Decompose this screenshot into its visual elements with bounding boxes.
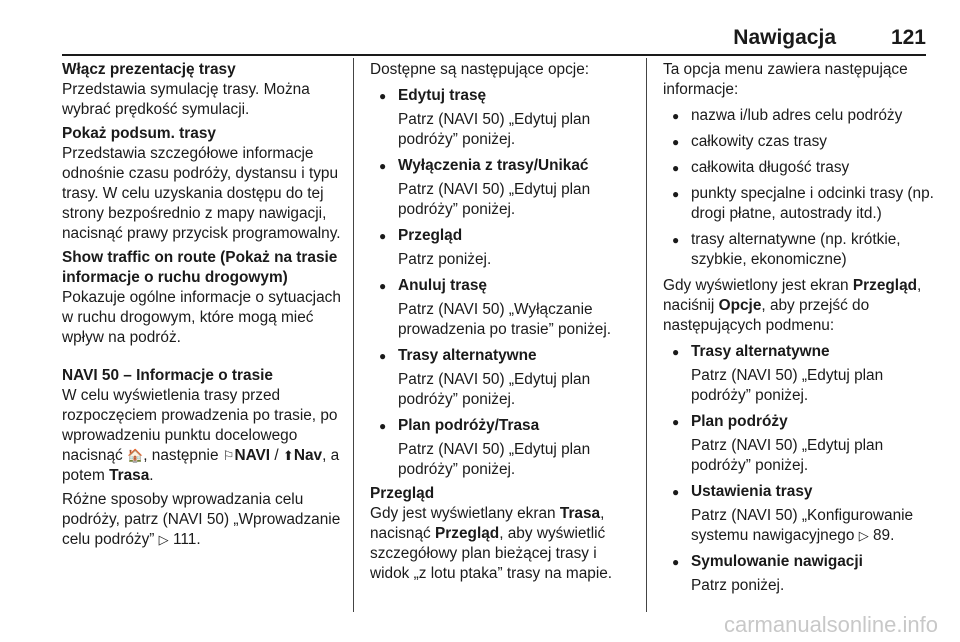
section-title: Pokaż podsum. trasy — [62, 125, 216, 142]
option-description: Patrz poniżej. — [398, 251, 492, 268]
section-body: Różne sposoby wprowadzania celu podróży, patrz (NAVI 50) „Wprowadzanie celu podróży” ▷ 111. — [62, 491, 341, 548]
option-description: Patrz (NAVI 50) „Edytuj plan podróży” poniżej. — [398, 181, 591, 218]
info-intro: Ta opcja menu zawiera następujące informacje: — [663, 61, 908, 98]
section-title: Show traffic on route (Pokaż na trasie informacje o ruchu drogowym) — [62, 249, 338, 286]
page-ref-icon: ▷ — [158, 532, 169, 547]
list-item: ● nazwa i/lub adres celu podróży — [663, 106, 935, 126]
submenu-description: Patrz (NAVI 50) „Edytuj plan podróży” poniżej. — [691, 437, 884, 474]
section-title: NAVI 50 – Informacje o trasie — [62, 367, 273, 384]
submenu-title: ● Symulowanie nawigacji — [663, 552, 935, 572]
section-body: Przedstawia symulację trasy. Można wybrać prędkość symulacji. — [62, 81, 310, 118]
column-right — [663, 60, 935, 596]
option-title: ● Plan podróży/Trasa — [370, 416, 636, 436]
column-middle — [370, 60, 636, 584]
option-description: Patrz (NAVI 50) „Edytuj plan podróży” poniżej. — [398, 111, 591, 148]
option-title: ● Edytuj trasę — [370, 86, 636, 106]
list-item: ● trasy alternatywne (np. krótkie, szybkie, ekonomiczne) — [663, 230, 935, 270]
section-body: W celu wyświetlenia trasy przed rozpoczęciem prowadzenia po trasie, po wprowadzeniu punktu docelowego nacisnąć 🏠, następnie ⚐NAVI / ⬆Nav, a potem Trasa. — [62, 387, 340, 484]
column-divider — [646, 58, 647, 612]
section-title: Włącz prezentację trasy — [62, 61, 236, 78]
section-body: Gdy jest wyświetlany ekran Trasa, nacisnąć Przegląd, aby wyświetlić szczegółowy plan bieżącej trasy i widok „z lotu ptaka” trasy na mapie. — [370, 505, 613, 582]
submenu-description: Patrz poniżej. — [691, 577, 785, 594]
submenu-title: ● Trasy alternatywne — [663, 342, 935, 362]
page-ref-icon: ▷ — [858, 528, 869, 543]
page-ref: 89. — [872, 527, 895, 544]
page-ref: 111. — [172, 531, 201, 548]
option-description: Patrz (NAVI 50) „Edytuj plan podróży” poniżej. — [398, 371, 591, 408]
section-body: Pokazuje ogólne informacje o sytuacjach w ruchu drogowym, które mogą mieć wpływ na podróż. — [62, 289, 341, 346]
submenu-description: Patrz (NAVI 50) „Konfigurowanie systemu nawigacyjnego ▷ 89. — [691, 507, 914, 544]
option-title: ● Wyłączenia z trasy/Unikać — [370, 156, 636, 176]
options-intro: Dostępne są następujące opcje: — [370, 61, 590, 78]
page-header — [62, 14, 926, 54]
column-left — [62, 60, 346, 550]
flag-icon: ⚐ — [222, 448, 235, 463]
header-rule — [62, 54, 926, 56]
option-title: ● Trasy alternatywne — [370, 346, 636, 366]
submenu-description: Patrz (NAVI 50) „Edytuj plan podróży” poniżej. — [691, 367, 884, 404]
watermark: carmanualsonline.info — [723, 612, 938, 637]
submenu-title: ● Ustawienia trasy — [663, 482, 935, 502]
page-number: 121 — [890, 26, 926, 49]
option-description: Patrz (NAVI 50) „Wyłączanie prowadzenia po trasie” poniżej. — [398, 301, 612, 338]
option-title: ● Przegląd — [370, 226, 636, 246]
list-item: ● całkowita długość trasy — [663, 158, 935, 178]
list-item: ● punkty specjalne i odcinki trasy (np. drogi płatne, autostrady itd.) — [663, 184, 935, 224]
submenu-intro: Gdy wyświetlony jest ekran Przegląd, naciśnij Opcje, aby przejść do następujących podmenu: — [663, 277, 922, 334]
page-title: Nawigacja — [733, 26, 836, 49]
submenu-title: ● Plan podróży — [663, 412, 935, 432]
list-item: ● całkowity czas trasy — [663, 132, 935, 152]
home-icon: 🏠 — [127, 448, 144, 463]
section-body: Przedstawia szczegółowe informacje odnośnie czasu podróży, dystansu i typu trasy. W celu uzyskania dostępu do tej strony bezpośrednio z mapy nawigacji, nacisnąć prawy przycisk programowalny. — [62, 145, 341, 242]
navigation-arrow-icon: ⬆ — [282, 448, 294, 463]
option-description: Patrz (NAVI 50) „Edytuj plan podróży” poniżej. — [398, 441, 591, 478]
option-title: ● Anuluj trasę — [370, 276, 636, 296]
column-divider — [353, 58, 354, 612]
section-title: Przegląd — [370, 485, 435, 502]
